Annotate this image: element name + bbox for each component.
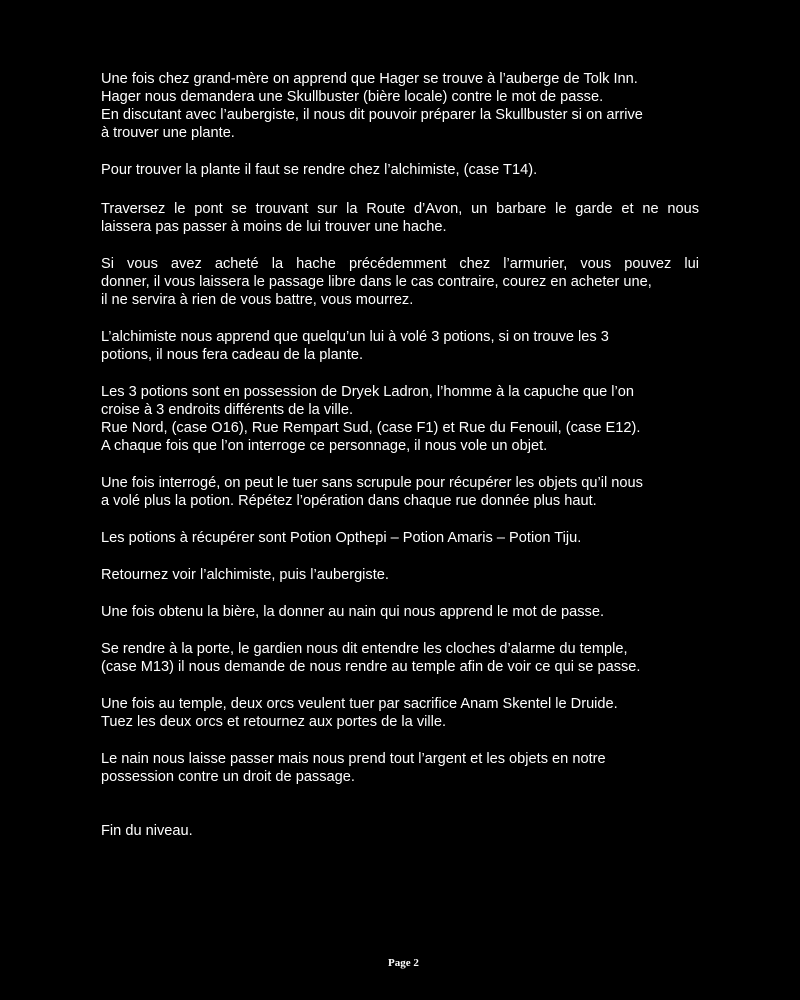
paragraph-potions-volees	[101, 328, 699, 364]
text-line: Retournez voir l’alchimiste, puis l’aubergiste.	[101, 567, 389, 583]
text-line: Pour trouver la plante il faut se rendre chez l’alchimiste, (case T14).	[101, 162, 538, 178]
paragraph-biere-nain	[101, 603, 699, 621]
text-line: donner, il vous laissera le passage libre dans le cas contraire, courez en acheter une,	[101, 274, 652, 290]
paragraph-liste-potions	[101, 529, 699, 547]
paragraph-porte-temple	[101, 640, 699, 676]
text-line: laissera pas passer à moins de lui trouver une hache.	[101, 219, 447, 235]
paragraph-retour-alchimiste	[101, 566, 699, 584]
text-line: Traversez le pont se trouvant sur la Route d’Avon, un barbare le garde et ne nous	[101, 201, 699, 217]
text-line: (case M13) il nous demande de nous rendre au temple afin de voir ce qui se passe.	[101, 659, 641, 675]
text-line: Si vous avez acheté la hache précédemment chez l’armurier, vous pouvez lui	[101, 256, 699, 272]
text-line: Une fois obtenu la bière, la donner au nain qui nous apprend le mot de passe.	[101, 604, 605, 620]
text-line: Tuez les deux orcs et retournez aux portes de la ville.	[101, 714, 447, 730]
document-body	[101, 70, 699, 859]
text-line: En discutant avec l’aubergiste, il nous dit pouvoir préparer la Skullbuster si on arrive	[101, 107, 643, 123]
text-line: L’alchimiste nous apprend que quelqu’un lui à volé 3 potions, si on trouve les 3	[101, 329, 609, 345]
text-line: Le nain nous laisse passer mais nous prend tout l’argent et les objets en notre	[101, 751, 606, 767]
paragraph-alchimiste-case	[101, 161, 699, 179]
text-line: Se rendre à la porte, le gardien nous dit entendre les cloches d’alarme du temple,	[101, 641, 628, 657]
page-number: Page 2	[388, 957, 419, 969]
paragraph-nain-passage	[101, 750, 699, 786]
text-line: Les 3 potions sont en possession de Dryek Ladron, l’homme à la capuche que l’on	[101, 384, 634, 400]
paragraph-hager-skullbuster	[101, 70, 699, 142]
text-line: a volé plus la potion. Répétez l’opération dans chaque rue donnée plus haut.	[101, 493, 597, 509]
text-line: A chaque fois que l’on interroge ce personnage, il nous vole un objet.	[101, 438, 548, 454]
text-line: Une fois interrogé, on peut le tuer sans scrupule pour récupérer les objets qu’il nous	[101, 475, 643, 491]
text-line: à trouver une plante.	[101, 125, 235, 141]
text-line: Hager nous demandera une Skullbuster (bière locale) contre le mot de passe.	[101, 89, 604, 105]
text-line: Une fois au temple, deux orcs veulent tuer par sacrifice Anam Skentel le Druide.	[101, 696, 618, 712]
text-line: potions, il nous fera cadeau de la plante.	[101, 347, 364, 363]
paragraph-hache	[101, 255, 699, 309]
paragraph-temple-orcs	[101, 695, 699, 731]
paragraph-pont-barbare	[101, 200, 699, 236]
text-line: Une fois chez grand-mère on apprend que Hager se trouve à l’auberge de Tolk Inn.	[101, 71, 638, 87]
text-line: Rue Nord, (case O16), Rue Rempart Sud, (case F1) et Rue du Fenouil, (case E12).	[101, 420, 641, 436]
paragraph-interrogation	[101, 474, 699, 510]
paragraph-dryek-ladron	[101, 383, 699, 455]
text-line: Fin du niveau.	[101, 823, 193, 839]
text-line: il ne servira à rien de vous battre, vous mourrez.	[101, 292, 414, 308]
text-line: Les potions à récupérer sont Potion Opthepi – Potion Amaris – Potion Tiju.	[101, 530, 582, 546]
text-line: possession contre un droit de passage.	[101, 769, 355, 785]
paragraph-fin-niveau	[101, 822, 699, 840]
text-line: croise à 3 endroits différents de la ville.	[101, 402, 354, 418]
